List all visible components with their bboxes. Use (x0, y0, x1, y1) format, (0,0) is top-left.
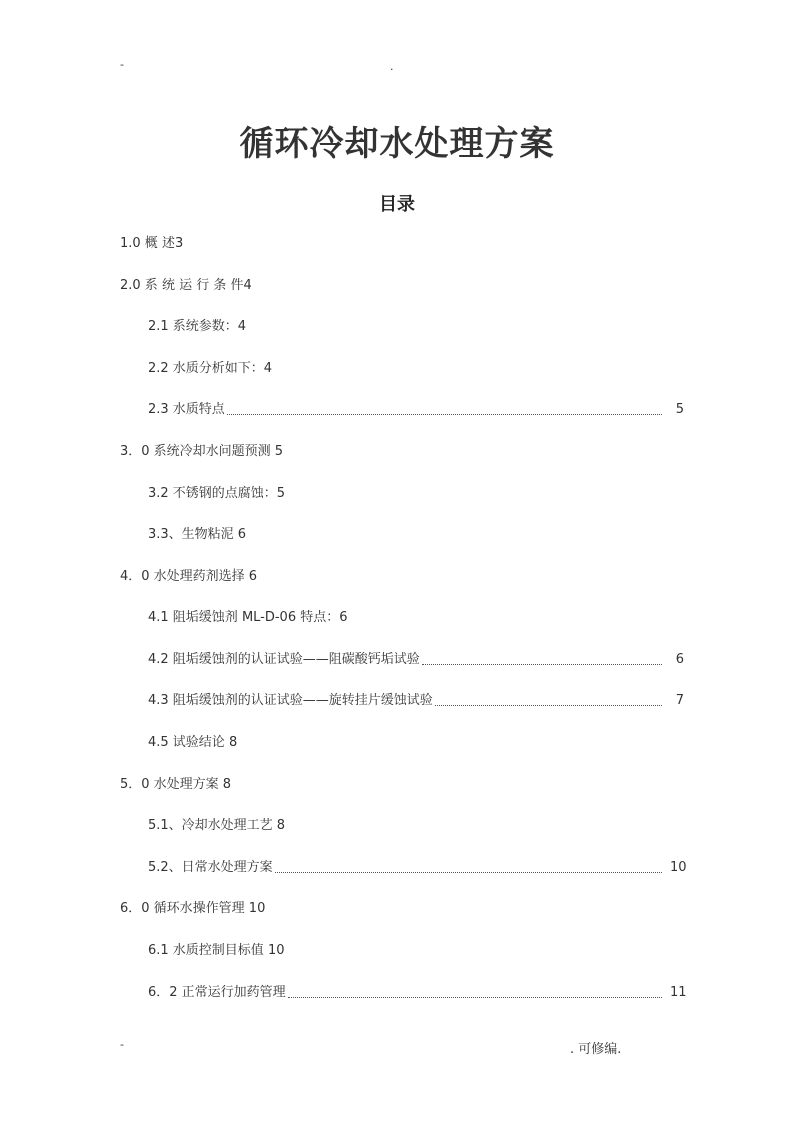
toc-entry[interactable] (148, 858, 687, 878)
toc-entry-text: 4．0 水处理药剂选择 6 (120, 569, 258, 584)
toc-entry-text: 4.1 阻垢缓蚀剂 ML-D-06 特点：6 (148, 610, 348, 625)
toc-leader-dots (435, 705, 662, 706)
toc-entry[interactable] (120, 234, 183, 254)
toc-leader-dots (288, 997, 662, 998)
toc-entry-text: 3.3、生物粘泥 6 (148, 527, 247, 542)
toc-entry[interactable] (148, 608, 348, 628)
toc-leader-dots (422, 664, 662, 665)
toc-entry[interactable] (148, 650, 684, 670)
toc-entry[interactable] (120, 276, 252, 296)
toc-entry-text: 6.1 水质控制目标值 10 (148, 943, 285, 958)
toc-entry-text: 2.3 水质特点 (148, 402, 225, 417)
toc-leader-dots (275, 872, 662, 873)
toc-entry[interactable] (148, 733, 237, 753)
toc-entry-text: 2.2 水质分析如下：4 (148, 361, 273, 376)
toc-entry[interactable] (148, 525, 246, 545)
toc-entry[interactable] (148, 691, 684, 711)
toc-page-number: 10 (670, 860, 687, 875)
document-title: 循环冷却水处理方案 (239, 124, 555, 164)
footer-left-mark: - (120, 1038, 124, 1051)
toc-entry[interactable] (120, 567, 257, 587)
toc-entry[interactable] (120, 899, 265, 919)
toc-entry-text: 5．0 水处理方案 8 (120, 777, 232, 792)
toc-entry[interactable] (148, 400, 684, 420)
toc-entry[interactable] (148, 816, 285, 836)
footer-right-text: . 可修编. (570, 1042, 622, 1057)
toc-entry-text: 3.2 不锈钢的点腐蚀：5 (148, 486, 286, 501)
toc-entry-text: 4.2 阻垢缓蚀剂的认证试验——阻碳酸钙垢试验 (148, 652, 420, 667)
toc-entry-text: 2.0 系 统 运 行 条 件4 (120, 278, 252, 293)
toc-page-number: 5 (675, 402, 684, 417)
toc-entry-text: 5.2、日常水处理方案 (148, 860, 273, 875)
toc-entry-text: 4.3 阻垢缓蚀剂的认证试验——旋转挂片缓蚀试验 (148, 693, 433, 708)
toc-leader-dots (227, 414, 662, 415)
header-left-mark: - (120, 58, 124, 71)
toc-entry-text: 2.1 系统参数：4 (148, 319, 247, 334)
toc-entry[interactable] (148, 941, 284, 961)
toc-page-number: 11 (670, 985, 687, 1000)
toc-entry[interactable] (148, 983, 687, 1003)
toc-entry-text: 4.5 试验结论 8 (148, 735, 238, 750)
header-right-mark: . (390, 60, 394, 73)
toc-entry-text: 5.1、冷却水处理工艺 8 (148, 818, 286, 833)
toc-entry-text: 6．2 正常运行加药管理 (148, 985, 286, 1000)
toc-entry[interactable] (120, 442, 283, 462)
toc-entry-text: 6．0 循环水操作管理 10 (120, 901, 266, 916)
toc-entry-text: 1.0 概 述3 (120, 236, 184, 251)
toc-entry[interactable] (148, 484, 285, 504)
toc-page-number: 6 (675, 652, 684, 667)
toc-heading: 目录 (379, 194, 415, 215)
toc-entry-text: 3．0 系统冷却水问题预测 5 (120, 444, 284, 459)
toc-page-number: 7 (675, 693, 684, 708)
toc-entry[interactable] (148, 359, 272, 379)
toc-entry[interactable] (120, 775, 231, 795)
toc-entry[interactable] (148, 317, 246, 337)
